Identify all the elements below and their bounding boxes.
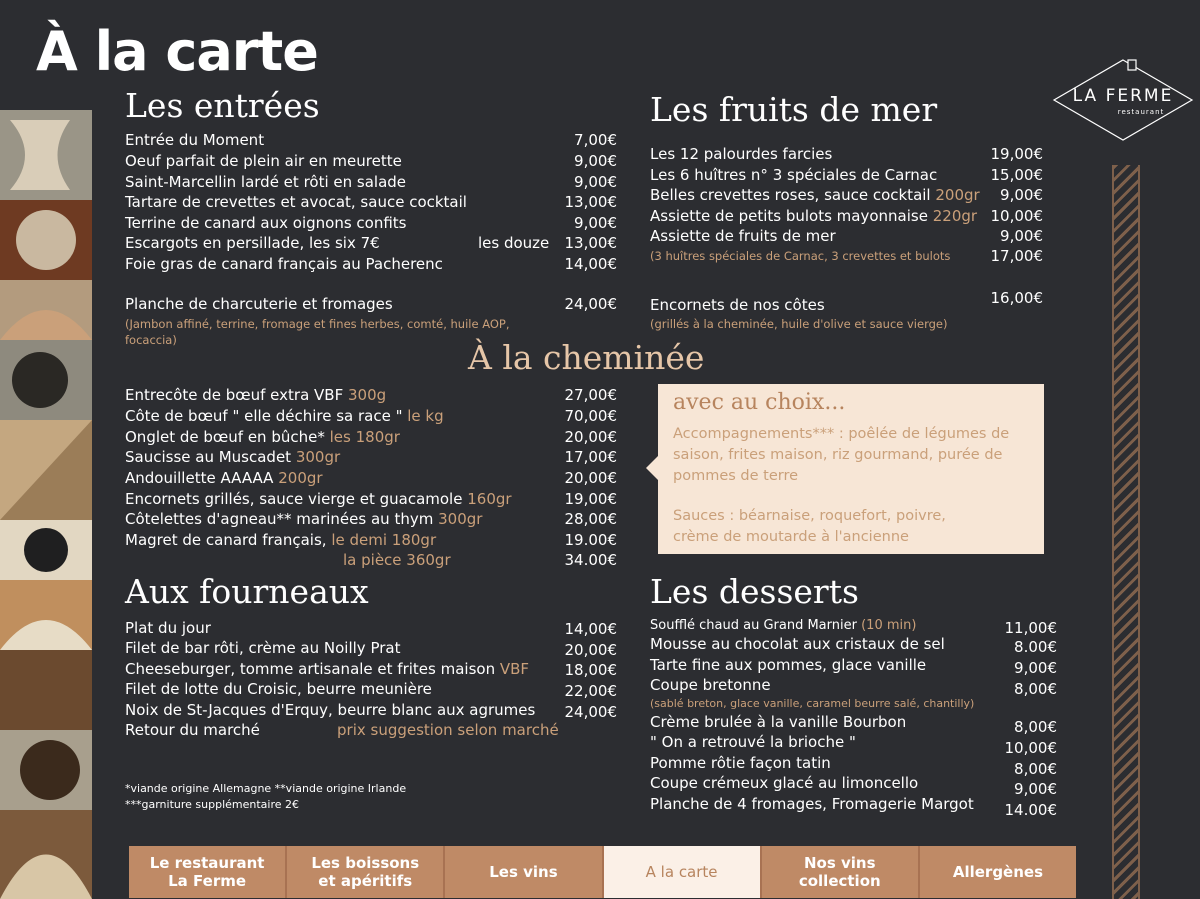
menu-item: Filet de lotte du Croisic, beurre meunière: [125, 680, 432, 698]
menu-item-detail: (sablé breton, glace vanille, caramel beurre salé, chantilly): [650, 697, 975, 710]
menu-price: 9,00€: [574, 173, 617, 191]
menu-price: 19,00€: [564, 490, 617, 508]
menu-item-qty: 200gr: [935, 186, 980, 204]
menu-price: 20,00€: [564, 469, 617, 487]
menu-item: Escargots en persillade, les six 7€: [125, 234, 380, 252]
menu-item: Oeuf parfait de plein air en meurette: [125, 152, 402, 170]
menu-price: 13,00€: [564, 234, 617, 252]
menu-item: Foie gras de canard français au Pacherenc: [125, 255, 443, 273]
menu-item-qty: 300g: [347, 386, 387, 404]
menu-item-detail: (grillés à la cheminée, huile d'olive et sauce vierge): [650, 317, 948, 331]
menu-item: Andouillette AAAAA 200gr: [125, 469, 323, 487]
nav-a-la-carte[interactable]: A la carte: [604, 846, 762, 898]
nav-vins[interactable]: Les vins: [445, 846, 603, 898]
menu-item: Coupe bretonne: [650, 676, 771, 694]
menu-price: 8.00€: [1014, 638, 1057, 656]
menu-price: 20,00€: [564, 641, 617, 659]
menu-price: 9,00€: [1014, 780, 1057, 798]
menu-item: Côte de bœuf " elle déchire sa race " le kg: [125, 407, 444, 425]
menu-price: 9,00€: [1014, 659, 1057, 677]
menu-item-qty: prix suggestion selon marché: [337, 721, 559, 739]
menu-item: Les 12 palourdes farcies: [650, 145, 833, 163]
la-ferme-logo[interactable]: [1052, 58, 1194, 144]
menu-item-qty: 300gr: [295, 448, 341, 466]
menu-item: Noix de St-Jacques d'Erquy, beurre blanc aux agrumes: [125, 701, 536, 719]
menu-price: 11,00€: [1004, 619, 1057, 637]
menu-item: Crème brulée à la vanille Bourbon: [650, 713, 907, 731]
decorative-art-strip: [0, 110, 92, 899]
menu-item-qty: le kg: [407, 407, 444, 425]
menu-item: Entrecôte de bœuf extra VBF 300g: [125, 386, 387, 404]
nav-boissons[interactable]: Les boissons et apéritifs: [287, 846, 445, 898]
menu-item: Terrine de canard aux oignons confits: [125, 214, 407, 232]
menu-price: 14,00€: [564, 255, 617, 273]
nav-restaurant[interactable]: Le restaurant La Ferme: [129, 846, 287, 898]
logo-subtitle: restaurant: [1117, 108, 1165, 116]
menu-price: 17,00€: [990, 247, 1043, 265]
menu-item: Tarte fine aux pommes, glace vanille: [650, 656, 927, 674]
menu-price: 19,00€: [990, 145, 1043, 163]
menu-item: Encornets de nos côtes: [650, 296, 825, 314]
footnote: *viande origine Allemagne **viande origine Irlande: [125, 782, 407, 795]
menu-price: 34.00€: [564, 551, 617, 569]
menu-item: Assiette de fruits de mer: [650, 227, 836, 245]
choice-sauces: Sauces : béarnaise, roquefort, poivre, crème de moutarde à l'ancienne: [673, 508, 946, 545]
menu-item: Belles crevettes roses, sauce cocktail 200gr: [650, 186, 980, 204]
menu-item-detail: (3 huîtres spéciales de Carnac, 3 crevettes et bulots: [650, 249, 951, 263]
nav-vins-collection[interactable]: Nos vins collection: [762, 846, 920, 898]
menu-price: 16,00€: [990, 289, 1043, 307]
menu-price: 10,00€: [1004, 739, 1057, 757]
menu-item: Pomme rôtie façon tatin: [650, 754, 831, 772]
menu-price: 9,00€: [574, 152, 617, 170]
section-title-fruits-de-mer: Les fruits de mer: [650, 90, 938, 129]
menu-item-qty: 160gr: [467, 490, 512, 508]
menu-item: Les 6 huîtres n° 3 spéciales de Carnac: [650, 166, 938, 184]
menu-item: Planche de 4 fromages, Fromagerie Margot: [650, 795, 974, 813]
menu-item-detail: (Jambon affiné, terrine, fromage et fines herbes, comté, huile AOP,: [125, 317, 510, 331]
menu-item: Plat du jour: [125, 619, 211, 637]
menu-price: 9,00€: [574, 214, 617, 232]
menu-item: Onglet de bœuf en bûche* les 180gr: [125, 428, 400, 446]
menu-item-qty: le demi 180gr: [331, 531, 437, 549]
footnote: ***garniture supplémentaire 2€: [125, 798, 300, 811]
menu-price: 13,00€: [564, 193, 617, 211]
menu-price: 70,00€: [564, 407, 617, 425]
menu-item-detail: focaccia): [125, 333, 177, 347]
menu-item: Mousse au chocolat aux cristaux de sel: [650, 635, 945, 653]
section-title-desserts: Les desserts: [650, 572, 859, 611]
menu-item: Assiette de petits bulots mayonnaise 220gr: [650, 207, 978, 225]
choice-title: avec au choix...: [673, 390, 846, 415]
menu-item: Saucisse au Muscadet 300gr: [125, 448, 341, 466]
menu-item: Saint-Marcellin lardé et rôti en salade: [125, 173, 407, 191]
menu-price: 14.00€: [1004, 801, 1057, 819]
menu-item-qty: (10 min): [861, 618, 917, 633]
menu-item: Retour du marché: [125, 721, 260, 739]
menu-price: 15,00€: [990, 166, 1043, 184]
menu-item-qty: 200gr: [278, 469, 323, 487]
menu-price: 8,00€: [1014, 680, 1057, 698]
choice-accompagnements: Accompagnements*** : poêlée de légumes de saison, frites maison, riz gourmand, purée de pommes de terre: [673, 426, 1010, 484]
logo-name: LA FERME: [1072, 86, 1174, 106]
menu-item: Magret de canard français, le demi 180gr: [125, 531, 437, 549]
menu-item: Tartare de crevettes et avocat, sauce cocktail: [125, 193, 467, 211]
menu-price: 17,00€: [564, 448, 617, 466]
menu-item: Filet de bar rôti, crème au Noilly Prat: [125, 639, 401, 657]
menu-item-qty: 220gr: [932, 207, 978, 225]
menu-price: 22,00€: [564, 682, 617, 700]
menu-item: Coupe crémeux glacé au limoncello: [650, 774, 919, 792]
menu-item: Encornets grillés, sauce vierge et guacamole 160gr: [125, 490, 512, 508]
nav-allergenes[interactable]: Allergènes: [952, 863, 1044, 881]
menu-price: 28,00€: [564, 510, 617, 528]
page-title: À la carte: [36, 20, 318, 83]
menu-price: 24,00€: [564, 703, 617, 721]
menu-price: 19.00€: [564, 531, 617, 549]
menu-price: 10,00€: [990, 207, 1043, 225]
menu-price: 9,00€: [1000, 227, 1043, 245]
menu-item: Planche de charcuterie et fromages: [125, 295, 393, 313]
decorative-hatch: [1112, 165, 1140, 899]
menu-item-qty: les 180gr: [329, 428, 400, 446]
section-title-fourneaux: Aux fourneaux: [125, 572, 369, 611]
menu-price: 9,00€: [1000, 186, 1043, 204]
menu-price: 14,00€: [564, 620, 617, 638]
choice-box: [658, 384, 1044, 554]
menu-price: 7,00€: [574, 131, 617, 149]
menu-item: Côtelettes d'agneau** marinées au thym 300gr: [125, 510, 483, 528]
menu-item-qty: VBF: [499, 660, 530, 678]
menu-item: Cheeseburger, tomme artisanale et frites maison VBF: [125, 660, 530, 678]
section-title-entrees: Les entrées: [125, 86, 320, 125]
bottom-nav: [129, 846, 1076, 898]
section-title-cheminee: À la cheminée: [468, 338, 705, 377]
menu-price: 18,00€: [564, 661, 617, 679]
menu-price: 20,00€: [564, 428, 617, 446]
menu-price: 24,00€: [564, 295, 617, 313]
menu-item-qty: la pièce 360gr: [343, 551, 451, 569]
menu-item: Soufflé chaud au Grand Marnier (10 min): [650, 618, 917, 633]
menu-item: Entrée du Moment: [125, 131, 265, 149]
menu-item-extra: les douze: [478, 234, 550, 252]
menu-price: 8,00€: [1014, 760, 1057, 778]
menu-price: 27,00€: [564, 386, 617, 404]
menu-item-qty: 300gr: [438, 510, 483, 528]
menu-price: 8,00€: [1014, 718, 1057, 736]
menu-item: " On a retrouvé la brioche ": [650, 733, 856, 751]
